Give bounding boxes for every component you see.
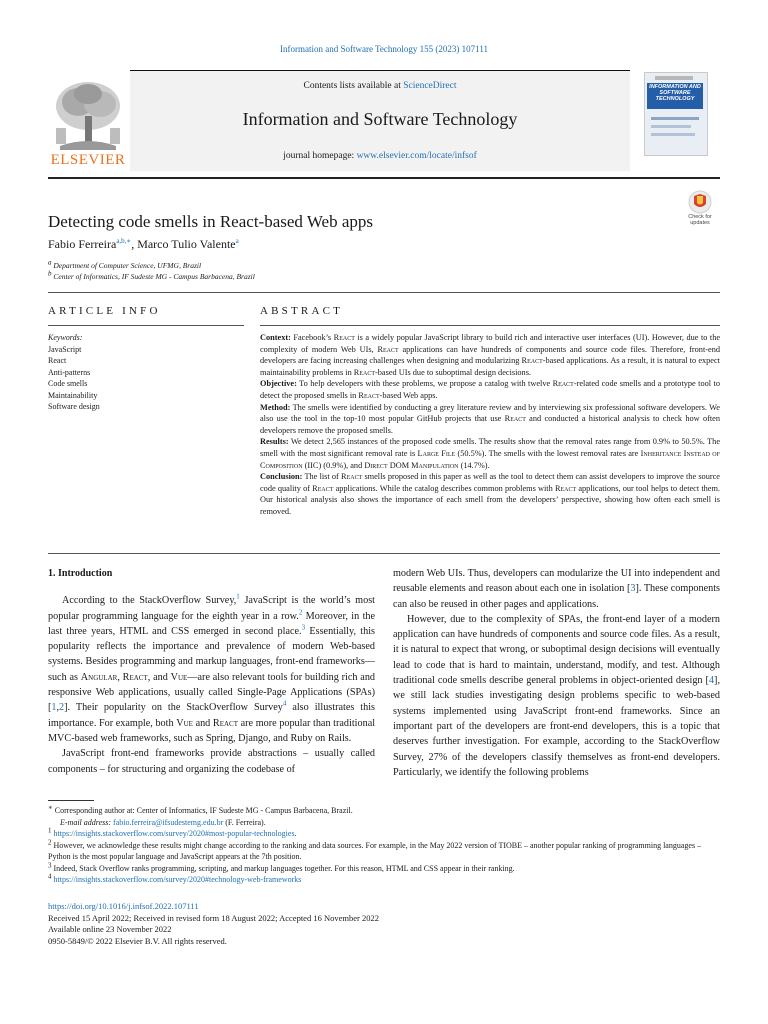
- keywords-label: Keywords:: [48, 333, 83, 342]
- author-email-link[interactable]: fabio.ferreira@ifsudestemg.edu.br: [113, 817, 224, 827]
- footnote-label: E-mail address:: [60, 817, 112, 827]
- running-header[interactable]: Information and Software Technology 155 (2023) 107111: [280, 44, 488, 54]
- cover-decoration: [655, 76, 693, 80]
- footnote-url-link[interactable]: https://insights.stackoverflow.com/survey/2020#most-popular-technologies: [53, 829, 295, 838]
- body-paragraph: [393, 566, 720, 612]
- article-title: Detecting code smells in React-based Web apps: [48, 212, 373, 231]
- doi-link[interactable]: https://doi.org/10.1016/j.infsof.2022.107111: [48, 901, 199, 911]
- abstract-label: Conclusion:: [260, 472, 303, 482]
- body-text: —are also relevant tools for building rich and responsive Web applications, usually called Single-Page Applications (SPAs) [: [48, 671, 376, 714]
- cover-decoration: [651, 117, 699, 120]
- abstract-term: React: [521, 356, 543, 366]
- body-text: ], we still lack studies investigating design problems specific to web-based systems implemented using JavaScript front-end frameworks. Since an important part of the developers are front-end developers, this is a topic that deserves further investigation. For example, according to the StackOverflow Survey, 27% of the developers classify themselves as front-end developers. Particularly, we identify the following problems: [393, 675, 720, 778]
- author-name[interactable]: Fabio Ferreira: [48, 237, 117, 251]
- body-paragraph: JavaScript front-end frameworks provide abstractions – usually called components – for structuring and organizing the codebase of: [48, 748, 375, 775]
- abstract-method: [260, 402, 720, 437]
- abstract-term: React: [341, 472, 363, 482]
- footnote-email: [48, 817, 720, 829]
- abstract-text: applications, our tool helps to detect them. Our historical analysis also shows the importance of each smell from the developers’ perspective, showing how often each smell is removed.: [260, 483, 721, 516]
- body-paragraph: [393, 612, 720, 780]
- abstract-label: Objective:: [260, 379, 297, 389]
- body-text: According to the StackOverflow Survey,: [62, 595, 237, 607]
- section-divider: [48, 553, 720, 554]
- section-divider: [260, 325, 720, 326]
- abstract-term: React: [353, 367, 375, 377]
- body-term: Vue: [170, 671, 188, 683]
- footnote-4: [48, 874, 720, 886]
- body-text: are more popular than traditional MVC-based web frameworks, such as Spring, Django, and Ruby on Rails.: [48, 717, 376, 744]
- abstract-term: React: [312, 483, 334, 493]
- corresponding-author-marker[interactable]: ∗: [126, 237, 132, 245]
- abstract-text: (50.5%). The smells with the lowest removal rates are: [457, 448, 639, 458]
- citation-link[interactable]: 1: [51, 702, 57, 714]
- journal-cover-image[interactable]: [644, 72, 708, 156]
- section-heading: 1. Introduction: [48, 568, 113, 579]
- homepage-line: [130, 151, 630, 161]
- footnote-marker: 3: [48, 860, 52, 869]
- copyright-notice: 0950-5849/© 2022 Elsevier B.V. All rights reserved.: [48, 935, 227, 946]
- abstract-body: [260, 332, 720, 518]
- journal-homepage-link[interactable]: www.elsevier.com/locate/infsof: [356, 151, 477, 161]
- abstract-term: React: [504, 414, 526, 424]
- footnote-corresponding: [48, 805, 720, 817]
- publication-info: [48, 901, 720, 947]
- affiliation-b: [48, 269, 255, 281]
- received-dates: Received 15 April 2022; Received in revised form 18 August 2022; Accepted 16 November 2022: [48, 912, 379, 923]
- footnote-2: [48, 837, 720, 863]
- footnote-text: Corresponding author at: Center of Informatics, IF Sudeste MG - Campus Barbacena, Brazil.: [54, 806, 353, 815]
- citation-link[interactable]: 4: [708, 675, 715, 687]
- body-term: Angular: [80, 671, 118, 683]
- journal-banner: [48, 70, 720, 170]
- abstract-text: -based applications. As a result, it is natural to expect maintainability problems in: [260, 356, 720, 377]
- footnotes: [48, 805, 720, 886]
- footnote-text: However, we acknowledge these results might change according to the ranking and data sources. For example, in the May 2022 version of TIOBE – another popular ranking of programming languages – Python is the most popular language and JavaScript appears at the 7th position.: [48, 840, 702, 861]
- abstract-text: applications can have hundreds of components and source code files. Therefore, front-end developers are facing increasing challenges when designing and modularizing: [260, 344, 720, 366]
- cover-decoration: [651, 133, 695, 136]
- section-divider: [48, 292, 720, 293]
- homepage-prefix: journal homepage:: [283, 151, 355, 161]
- body-term: React: [212, 717, 238, 729]
- abstract-text: -related code smells and a prototype tool to detect the proposed smells in: [260, 379, 720, 400]
- abstract-text: (IIC) (0.9%), and: [304, 460, 363, 470]
- abstract-term: Direct DOM Manipulation: [364, 460, 459, 470]
- footnote-3: [48, 860, 720, 875]
- contents-line: [130, 81, 630, 91]
- abstract-heading: ABSTRACT: [260, 305, 344, 317]
- body-paragraph: According to the StackOverflow Survey,$^1$ JavaScript is the world’s most popular programming language for the eighth year in a row.$^2$ Moreover, in the last three years, HTML and CSS emerged in second place.$^3$ Essentially, this popularity reflects the importance and prevalence of modern Web-based systems. Besides programming and markup languages, front-end frameworks—such as Angular, React, and Vue—are also relevant tools for building rich and responsive Web applications, usually called Single-Page Applications (SPAs) [1,2]. Their popularity on the StackOverflow Survey$^4$ also illustrates this importance. For example, both Vue and React are more popular than traditional MVC-based web frameworks, such as Spring, Django, and Ruby on Rails.: [48, 592, 376, 744]
- body-term: Vue: [176, 717, 193, 729]
- abstract-objective: [260, 378, 720, 401]
- article-info-heading: ARTICLE INFO: [48, 305, 161, 317]
- body-text: modern Web UIs. Thus, developers can modularize the UI into independent and reusable elements and reason about each one in isolation [: [393, 568, 720, 595]
- body-column-left: [48, 566, 375, 777]
- footnote-link[interactable]: 3: [301, 623, 306, 632]
- online-date: Available online 23 November 2022: [48, 924, 172, 934]
- cover-decoration: [651, 125, 691, 128]
- abstract-text: Facebook’s: [293, 333, 332, 342]
- keyword-item: Code smells: [48, 379, 88, 388]
- section-divider: [48, 325, 244, 326]
- abstract-label: Context:: [260, 333, 291, 342]
- abstract-term: React: [552, 379, 574, 389]
- footnote-marker: 4: [48, 872, 52, 881]
- footnote-marker: 2: [48, 837, 52, 846]
- citation-link[interactable]: 3: [630, 583, 636, 595]
- banner-divider: [48, 177, 720, 179]
- author-list: [48, 237, 239, 252]
- affiliation-marker: b: [48, 269, 52, 278]
- keyword-item: Anti-patterns: [48, 367, 91, 377]
- abstract-term: React: [333, 333, 355, 342]
- body-text: ]. Their popularity on the StackOverflow Survey: [64, 702, 283, 714]
- footnote-1: $^1$ https://insights.stackoverflow.com/survey/2020#most-popular-technologies.: [48, 826, 297, 838]
- body-text: also illustrates this importance. For example, both: [48, 702, 376, 729]
- footnote-link[interactable]: 4: [282, 699, 287, 708]
- check-updates-icon: [680, 190, 720, 214]
- contents-prefix: Contents lists available at: [303, 81, 401, 91]
- body-text: and: [153, 671, 168, 683]
- abstract-text: (14.7%).: [460, 460, 490, 470]
- footnote-text: Indeed, Stack Overflow ranks programming, scripting, and markup languages together. For this reason, HTML and CSS appear in their ranking.: [53, 863, 515, 873]
- footnote-marker: ∗: [48, 803, 53, 812]
- abstract-term: Large File: [417, 448, 456, 458]
- footnote-link[interactable]: 1: [236, 592, 240, 601]
- abstract-context: [260, 332, 720, 378]
- author-affiliation-marker[interactable]: a: [235, 237, 239, 245]
- affiliation-text: Center of Informatics, IF Sudeste MG - Campus Barbacena, Brazil: [53, 272, 255, 281]
- keyword-item: JavaScript: [48, 344, 82, 354]
- abstract-term: React: [554, 483, 577, 493]
- author-separator: ,: [131, 237, 138, 251]
- author-name[interactable]: Marco Tulio Valente: [137, 237, 236, 251]
- elsevier-logo[interactable]: [48, 76, 128, 168]
- keyword-item: Maintainability: [48, 390, 98, 400]
- body-text: JavaScript is the world’s most popular programming language for the eighth year in a row.: [48, 595, 375, 622]
- journal-name: Information and Software Technology: [242, 109, 518, 129]
- abstract-text: smells proposed in this paper as well as the tool to detect them can assist developers to improve the source code quality of: [260, 472, 720, 493]
- abstract-term: React: [358, 390, 380, 400]
- body-term: React: [122, 671, 148, 683]
- footnote-marker: 1: [48, 826, 52, 835]
- abstract-conclusion: [260, 471, 720, 517]
- abstract-text: The smells were identified by conducting a grey literature review and by interviewing six professional software developers. We also use the tool in the top-10 most popular GitHub projects that use: [260, 402, 720, 424]
- body-text: and: [195, 717, 211, 729]
- body-text: ]. These components can also be reused in other pages and applications.: [393, 583, 721, 610]
- check-updates-label: Check for updates: [688, 214, 712, 226]
- footnote-divider: [48, 800, 94, 801]
- abstract-text: -based UIs due to suboptimal design decisions.: [375, 367, 532, 377]
- body-text: However, due to the complexity of SPAs, the front-end layer of a modern application can have hundreds of components and source code files. As a result, it is natural to expect that wrong, or suboptimal design decisions will eventually lead to code that is hard to maintain, understand, modify, and test. Although traditional code smells describe general problems in object-oriented design [: [393, 613, 720, 687]
- citation-link[interactable]: 2: [59, 702, 65, 714]
- affiliation-text: Department of Computer Science, UFMG, Brazil: [53, 261, 202, 270]
- abstract-text: -based Web apps.: [379, 390, 438, 400]
- abstract-text: and conducted a historical analysis to check how often developers remove the proposed smells.: [260, 414, 721, 435]
- abstract-label: Results:: [260, 437, 289, 447]
- abstract-text: The list of: [304, 472, 339, 482]
- check-for-updates-button[interactable]: [680, 190, 720, 230]
- author-affiliation-marker[interactable]: a,b,: [116, 237, 127, 245]
- journal-banner-center: [130, 70, 630, 171]
- abstract-text: is a widely popular JavaScript library to build rich and interactive user interfaces (UI). However, due to the complexity of modern Web UIs,: [260, 333, 721, 354]
- abstract-term: Inheritance Instead of Composition: [260, 448, 720, 470]
- cover-title: INFORMATION AND SOFTWARE TECHNOLOGY: [647, 83, 703, 109]
- abstract-term: React: [377, 344, 399, 354]
- keywords-list: [48, 332, 244, 413]
- abstract-label: Method:: [260, 402, 291, 412]
- body-column-right: [393, 566, 720, 780]
- affiliation-marker: a: [48, 258, 52, 267]
- body-text: Essentially, this popularity reflects the importance and prevalence of modern Web-based systems. Besides programming and markup languages, front-end frameworks—such as: [48, 625, 376, 683]
- abstract-text: applications. While the catalog describes common problems with: [335, 483, 553, 493]
- sciencedirect-link[interactable]: ScienceDirect: [403, 81, 457, 91]
- footnote-url-link[interactable]: https://insights.stackoverflow.com/survey/2020#technology-web-frameworks: [53, 875, 302, 884]
- footnote-text: (F. Ferreira).: [225, 817, 266, 827]
- keyword-item: React: [48, 356, 67, 365]
- abstract-results: [260, 436, 720, 471]
- publisher-name: ELSEVIER: [50, 152, 126, 168]
- abstract-text: To help developers with these problems, we propose a catalog with twelve: [299, 379, 551, 389]
- keyword-item: Software design: [48, 402, 100, 411]
- affiliation-a: [48, 258, 202, 270]
- body-text: Moreover, in the last three years, HTML and CSS emerged in second place.: [48, 610, 376, 637]
- footnote-link[interactable]: 2: [298, 608, 303, 617]
- abstract-text: We detect 2,565 instances of the proposed code smells. The results show that the removal rates range from 0.9% to 50.5%. The smell with the most significant removal rate is: [260, 437, 721, 458]
